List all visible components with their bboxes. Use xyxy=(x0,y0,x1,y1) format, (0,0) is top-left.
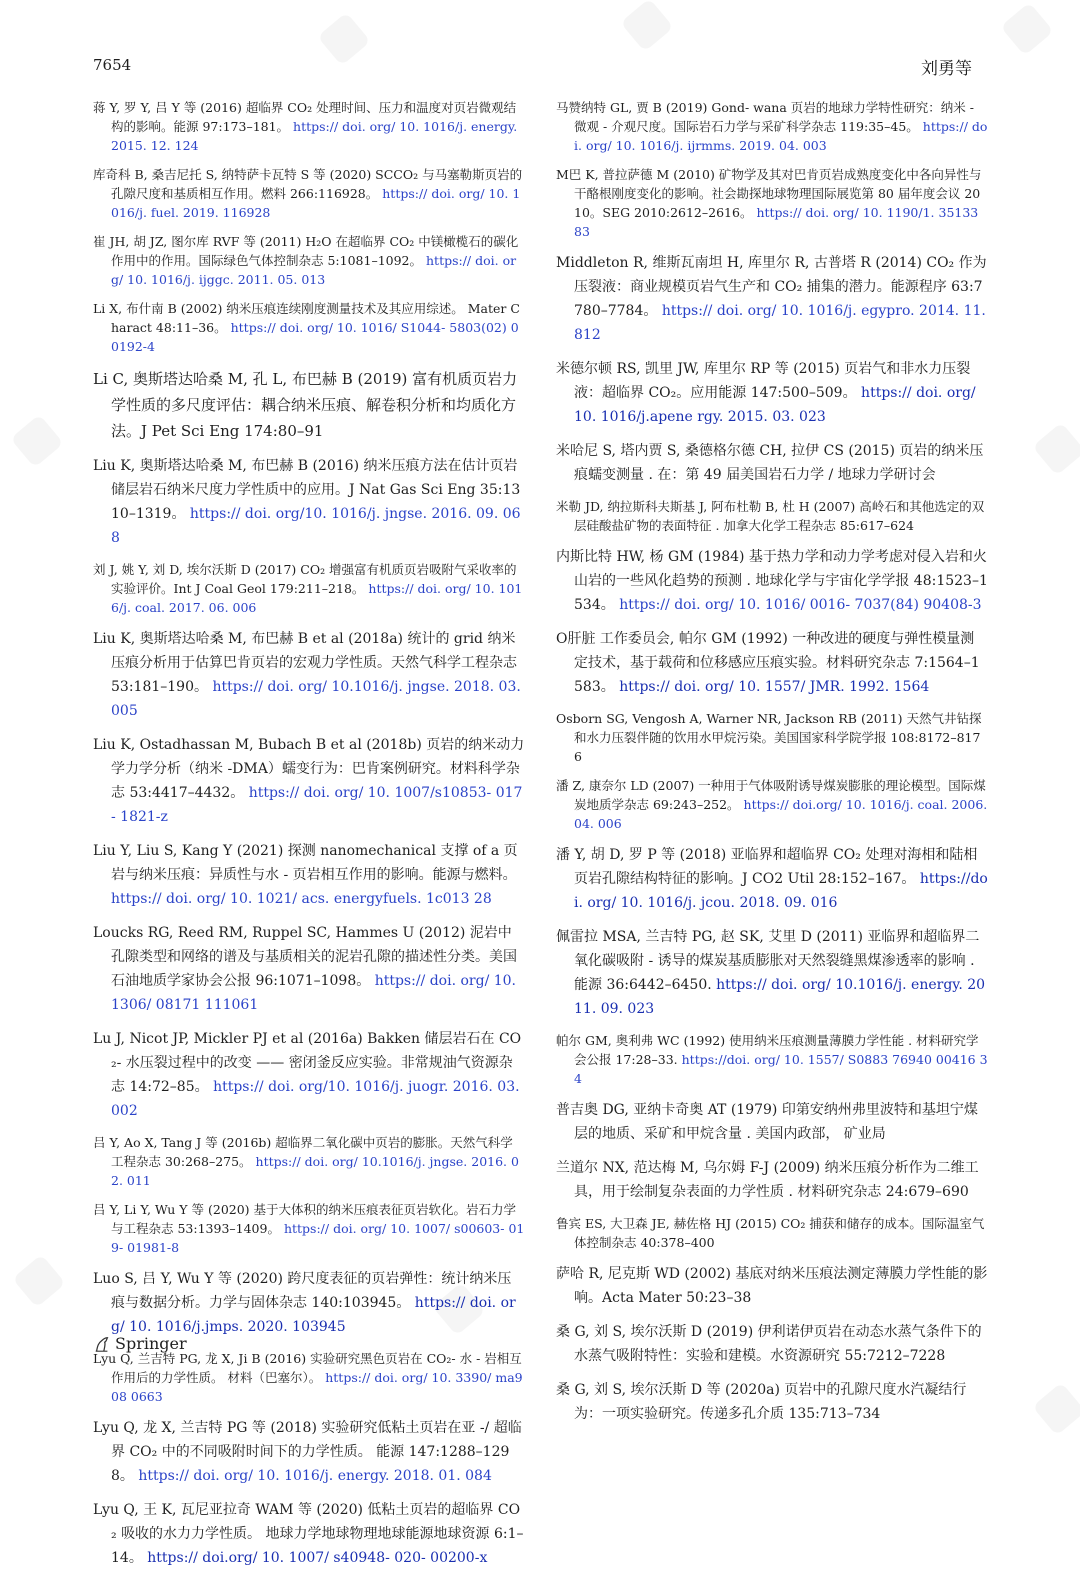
reference-entry xyxy=(93,1498,525,1570)
reference-text: O肝脏 工作委员会, 帕尔 GM (1992) 一种改进的硬度与弹性模量测定技术，基于载荷和位移感应压痕实验。材料研究杂志 7:1564–1583。 xyxy=(556,631,980,695)
reference-text: Liu K, 奥斯塔达哈桑 M, 布巴赫 B et al (2018a) 统计的 grid 纳米压痕分析用于估算巴肯页岩的宏观力学性质。天然气科学工程杂志 53:181–190。 xyxy=(93,631,517,695)
reference-text: 潘 Y, 胡 D, 罗 P 等 (2018) 亚临界和超临界 CO₂ 处理对海相和陆相页岩孔隙结构特征的影响。J CO2 Util 28:152–167。 xyxy=(556,847,978,887)
reference-entry xyxy=(93,1349,525,1406)
reference-entry xyxy=(556,357,988,429)
reference-entry xyxy=(556,925,988,1021)
doi-link[interactable]: https:// doi. org/ 10.1016/j. jngse. 2016. 02. 011 xyxy=(111,1154,519,1188)
reference-text: 普吉奥 DG, 亚纳卡奇奥 AT (1979) 印第安纳州弗里波特和基坦宁煤层的地质、采矿和甲烷含量 . 美国内政部， 矿业局 xyxy=(556,1102,978,1142)
reference-entry xyxy=(556,251,988,347)
reference-entry xyxy=(556,1156,988,1204)
reference-text: 米哈尼 S, 塔内贾 S, 桑德格尔德 CH, 拉伊 CS (2015) 页岩的纳米压痕蠕变测量 . 在：第 49 届美国岩石力学 / 地球力学研讨会 xyxy=(556,443,984,483)
doi-link[interactable]: https://doi. org/ 10. 1557/ S0883 76940 00416 34 xyxy=(574,1052,988,1086)
doi-link[interactable]: https:// doi. org/ 10.1016/j. energy. 2011. 09. 023 xyxy=(574,977,986,1017)
reference-entry xyxy=(556,1262,988,1310)
doi-link[interactable]: https:// doi. org/ 10. 1016/ 0016- 7037(84) 90408-3 xyxy=(619,597,982,613)
doi-link[interactable]: https:// doi. org/ 10. 1016/j. energy. 2015. 12. 124 xyxy=(111,119,518,153)
reference-entry xyxy=(93,232,525,289)
reference-entry xyxy=(93,1133,525,1190)
reference-text: Liu K, Ostadhassan M, Bubach B et al (2018b) 页岩的纳米动力学力学分析（纳米 -DMA）蠕变行为：巴肯案例研究。材料科学杂志 53:4417–4432。 xyxy=(93,737,525,801)
reference-text: 内斯比特 HW, 杨 GM (1984) 基于热力学和动力学考虑对侵入岩和火山岩的一些风化趋势的预测 . 地球化学与宇宙化学学报 48:1523–1534。 xyxy=(556,549,988,613)
doi-link[interactable]: https:// doi. org/ 10. 1016/j. energy. 2018. 01. 084 xyxy=(138,1468,492,1484)
reference-text: Lyu Q, 王 K, 瓦尼亚拉奇 WAM 等 (2020) 低粘土页岩的超临界 CO₂ 吸收的水力力学性质。 地球力学地球物理地球能源地球资源 6:1–14。 xyxy=(93,1502,524,1566)
reference-text: 吕 Y, Li Y, Wu Y 等 (2020) 基于大体积的纳米压痕表征页岩软化。岩石力学与工程杂志 53:1393–1409。 xyxy=(93,1202,517,1236)
reference-entry xyxy=(556,98,988,155)
reference-entry xyxy=(93,299,525,356)
doi-link[interactable]: https:// doi. org/ 10. 1016/j. ijrmms. 2019. 04. 003 xyxy=(574,119,988,153)
doi-link[interactable]: https:// doi.org/ 10. 1007/ s40948- 020- 00200-x xyxy=(147,1550,488,1566)
reference-entry xyxy=(556,1320,988,1368)
reference-column-right xyxy=(556,98,988,1436)
watermark-icon xyxy=(10,414,64,468)
reference-entry xyxy=(93,1267,525,1339)
reference-entry xyxy=(556,627,988,699)
reference-text: 潘 Z, 康奈尔 LD (2007) 一种用于气体吸附诱导煤炭膨胀的理论模型。国际煤炭地质学杂志 69:243–252。 xyxy=(556,778,986,812)
reference-text: Liu Y, Liu S, Kang Y (2021) 探测 nanomechanical 支撑 of a 页岩与纳米压痕：异质性与水 - 页岩相互作用的影响。能源与燃料。 xyxy=(93,843,518,883)
doi-link[interactable]: https:// doi. org/ 10. 1007/s10853- 017- 1821-z xyxy=(111,785,523,825)
reference-text: 桑 G, 刘 S, 埃尔沃斯 D 等 (2020a) 页岩中的孔隙尺度水汽凝结行为：一项实验研究。传递多孔介质 135:713–734 xyxy=(556,1382,967,1422)
reference-text: 库奇科 B, 桑吉尼托 S, 纳特萨卡瓦特 S 等 (2020) SCCO₂ 与马塞勒斯页岩的孔隙尺度和基质相互作用。燃料 266:116928。 xyxy=(93,167,523,201)
reference-text: 鲁宾 ES, 大卫森 JE, 赫佐格 HJ (2015) CO₂ 捕获和储存的成本。国际温室气体控制杂志 40:378–400 xyxy=(556,1216,985,1250)
doi-link[interactable]: https:// doi. org/ 10. 1557/ JMR. 1992. 1564 xyxy=(619,679,930,695)
reference-text: Lyu Q, 龙 X, 兰吉特 PG 等 (2018) 实验研究低粘土页岩在亚 -/ 超临界 CO₂ 中的不同吸附时间下的力学性质。 能源 147:1288–1298。 xyxy=(93,1420,522,1484)
doi-link[interactable]: https:// doi. org/ 10. 1016/j.apene rgy. 2015. 03. 023 xyxy=(574,385,976,425)
watermark-icon xyxy=(12,1254,66,1308)
doi-link[interactable]: https:// doi. org/ 10. 1007/ s00603- 019- 01981-8 xyxy=(111,1221,525,1255)
reference-entry xyxy=(93,560,525,617)
reference-text: Lyu Q, 兰吉特 PG, 龙 X, Ji B (2016) 实验研究黑色页岩在 CO₂- 水 - 岩相互作用后的力学性质。 材料（巴塞尔）。 xyxy=(93,1351,522,1385)
reference-text: Lu J, Nicot JP, Mickler PJ et al (2016a) Bakken 储层岩石在 CO₂- 水压裂过程中的改变 —— 密闭釜反应实验。非常规油气资源杂志 14:72–85。 xyxy=(93,1031,522,1095)
reference-entry xyxy=(93,839,525,911)
watermark-icon xyxy=(1000,2,1054,56)
reference-column-left xyxy=(93,98,525,1580)
doi-link[interactable]: https://doi. org/ 10. 1016/j. jcou. 2018. 09. 016 xyxy=(574,871,988,911)
doi-link[interactable]: https:// doi. org/ 10. 3390/ ma908 0663 xyxy=(111,1370,523,1404)
reference-entry xyxy=(93,921,525,1017)
page-number: 7654 xyxy=(93,56,132,74)
reference-text: 米德尔顿 RS, 凯里 JW, 库里尔 RP 等 (2015) 页岩气和非水力压裂液：超临界 CO₂。应用能源 147:500–509。 xyxy=(556,361,971,401)
doi-link[interactable]: https:// doi. org/10. 1016/j. juogr. 2016. 03. 002 xyxy=(111,1079,520,1119)
doi-link[interactable]: https:// doi. org/ 10. 1306/ 08171 111061 xyxy=(111,973,517,1013)
reference-text: 佩雷拉 MSA, 兰吉特 PG, 赵 SK, 艾里 D (2011) 亚临界和超临界二氧化碳吸附 - 诱导的煤炭基质膨胀对天然裂缝黑煤渗透率的影响 . 能源 36:6442–6450. xyxy=(556,929,980,993)
reference-entry xyxy=(556,1214,988,1252)
reference-text: Middleton R, 维斯瓦南坦 H, 库里尔 R, 古普塔 R (2014) CO₂ 作为压裂液：商业规模页岩气生产和 CO₂ 捕集的潜力。能源程序 63:7780–7784。 xyxy=(556,255,987,319)
reference-entry xyxy=(93,1200,525,1257)
doi-link[interactable]: https:// doi. org/10. 1016/j. jngse. 2016. 09. 068 xyxy=(111,506,521,546)
reference-entry xyxy=(556,1378,988,1426)
reference-text: 兰道尔 NX, 范达梅 M, 乌尔姆 F-J (2009) 纳米压痕分析作为二维工具，用于绘制复杂表面的力学性质 . 材料研究杂志 24:679–690 xyxy=(556,1160,979,1200)
doi-link[interactable]: https:// doi. org/ 10. 1016/j. fuel. 2019. 116928 xyxy=(111,186,521,220)
watermark-icon xyxy=(1032,1382,1080,1436)
reference-text: Liu K, 奥斯塔达哈桑 M, 布巴赫 B (2016) 纳米压痕方法在估计页岩储层岩石纳米尺度力学性质中的应用。J Nat Gas Sci Eng 35:1310–1319。 xyxy=(93,458,521,522)
reference-text: M巴 K, 普拉萨德 M (2010) 矿物学及其对巴肯页岩成熟度变化中各向异性与干酪根刚度变化的影响。社会勘探地球物理国际展览第 80 届年度会议 2010。SEG 2010:2612–2616。 xyxy=(556,167,982,220)
doi-link[interactable]: https:// doi. org/ 10. 1016/j. ijggc. 2011. 05. 013 xyxy=(111,253,517,287)
doi-link[interactable]: https:// doi.org/ 10. 1016/j. coal. 2006. 04. 006 xyxy=(574,797,988,831)
reference-text: Loucks RG, Reed RM, Ruppel SC, Hammes U (2012) 泥岩中孔隙类型和网络的谱及与基质相关的泥岩孔隙的描述性分类。美国石油地质学家协会公报 96:1071–1098。 xyxy=(93,925,517,989)
reference-text: 崔 JH, 胡 JZ, 图尔库 RVF 等 (2011) H₂O 在超临界 CO₂ 中镁橄榄石的碳化作用中的作用。国际绿色气体控制杂志 5:1081–1092。 xyxy=(93,234,519,268)
watermark-icon xyxy=(620,0,674,52)
reference-text: 吕 Y, Ao X, Tang J 等 (2016b) 超临界二氧化碳中页岩的膨胀。天然气科学工程杂志 30:268–275。 xyxy=(93,1135,513,1169)
reference-entry xyxy=(556,439,988,487)
reference-text: 米勒 JD, 纳拉斯科夫斯基 J, 阿布杜勒 B, 杜 H (2007) 高岭石和其他选定的双层硅酸盐矿物的表面特征 . 加拿大化学工程杂志 85:617–624 xyxy=(556,499,985,533)
doi-link[interactable]: https:// doi. org/ 10.1016/j. jngse. 2018. 03. 005 xyxy=(111,679,521,719)
reference-text: Osborn SG, Vengosh A, Warner NR, Jackson RB (2011) 天然气井钻探和水力压裂伴随的饮用水甲烷污染。美国国家科学院学报 108:8172–8176 xyxy=(556,711,982,764)
reference-entry xyxy=(93,627,525,723)
reference-text: 帕尔 GM, 奥利弗 WC (1992) 使用纳米压痕测量薄膜力学性能 . 材料研究学会公报 17:28–33. xyxy=(556,1033,979,1067)
reference-entry xyxy=(556,497,988,535)
reference-text: 桑 G, 刘 S, 埃尔沃斯 D (2019) 伊利诺伊页岩在动态水蒸气条件下的水蒸气吸附特性：实验和建模。水资源研究 55:7212–7228 xyxy=(556,1324,982,1364)
reference-text: 萨哈 R, 尼克斯 WD (2002) 基底对纳米压痕法测定薄膜力学性能的影响。Acta Mater 50:23–38 xyxy=(556,1266,988,1306)
reference-entry xyxy=(556,1031,988,1088)
reference-entry xyxy=(93,165,525,222)
reference-text: Luo S, 吕 Y, Wu Y 等 (2020) 跨尺度表征的页岩弹性：统计纳米压痕与数据分析。力学与固体杂志 140:103945。 xyxy=(93,1271,512,1311)
reference-text: Li C, 奥斯塔达哈桑 M, 孔 L, 布巴赫 B (2019) 富有机质页岩力学性质的多尺度评估：耦合纳米压痕、解卷积分析和均质化方法。J Pet Sci Eng 174:80–91 xyxy=(93,370,518,440)
reference-entry xyxy=(93,1027,525,1123)
reference-text: 马赞纳特 GL, 贾 B (2019) Gond- wana 页岩的地球力学特性研究：纳米 - 微观 - 介观尺度。国际岩石力学与采矿科学杂志 119:35–45。 xyxy=(556,100,974,134)
reference-entry xyxy=(556,165,988,241)
doi-link[interactable]: https:// doi. org/ 10. 1016/j. egypro. 2014. 11. 812 xyxy=(574,303,986,343)
reference-entry xyxy=(556,776,988,833)
reference-entry xyxy=(93,1416,525,1488)
reference-text: 刘 J, 姚 Y, 刘 D, 埃尔沃斯 D (2017) CO₂ 增强富有机质页岩吸附气采收率的实验评价。Int J Coal Geol 179:211–218。 xyxy=(93,562,517,596)
reference-text: 蒋 Y, 罗 Y, 吕 Y 等 (2016) 超临界 CO₂ 处理时间、压力和温度对页岩微观结构的影响。能源 97:173–181。 xyxy=(93,100,517,134)
reference-entry xyxy=(556,545,988,617)
doi-link[interactable]: https:// doi. org/ 10. 1016/j. coal. 2017. 06. 006 xyxy=(111,581,523,615)
reference-entry xyxy=(93,733,525,829)
doi-link[interactable]: https:// doi. org/ 10. 1021/ acs. energyfuels. 1c013 28 xyxy=(111,891,492,907)
reference-entry xyxy=(93,454,525,550)
springer-horse-icon xyxy=(93,1335,111,1353)
reference-entry xyxy=(93,366,525,444)
doi-link[interactable]: https:// doi. org/ 10. 1190/1. 35133 83 xyxy=(574,205,979,239)
reference-entry xyxy=(93,98,525,155)
running-head: 刘勇等 xyxy=(921,59,972,79)
watermark-icon xyxy=(1032,422,1080,476)
reference-entry xyxy=(556,843,988,915)
reference-text: Li X, 布什南 B (2002) 纳米压痕连续刚度测量技术及其应用综述。 Mater Charact 48:11–36。 xyxy=(93,301,520,335)
reference-entry xyxy=(556,1098,988,1146)
publisher-name: Springer xyxy=(115,1334,187,1353)
footer xyxy=(93,1334,187,1353)
reference-entry xyxy=(556,709,988,766)
doi-link[interactable]: https:// doi. org/ 10. 1016/j.jmps. 2020. 103945 xyxy=(111,1295,516,1335)
watermark-icon xyxy=(317,12,371,66)
doi-link[interactable]: https:// doi. org/ 10. 1016/ S1044- 5803(02) 00192-4 xyxy=(111,320,519,354)
